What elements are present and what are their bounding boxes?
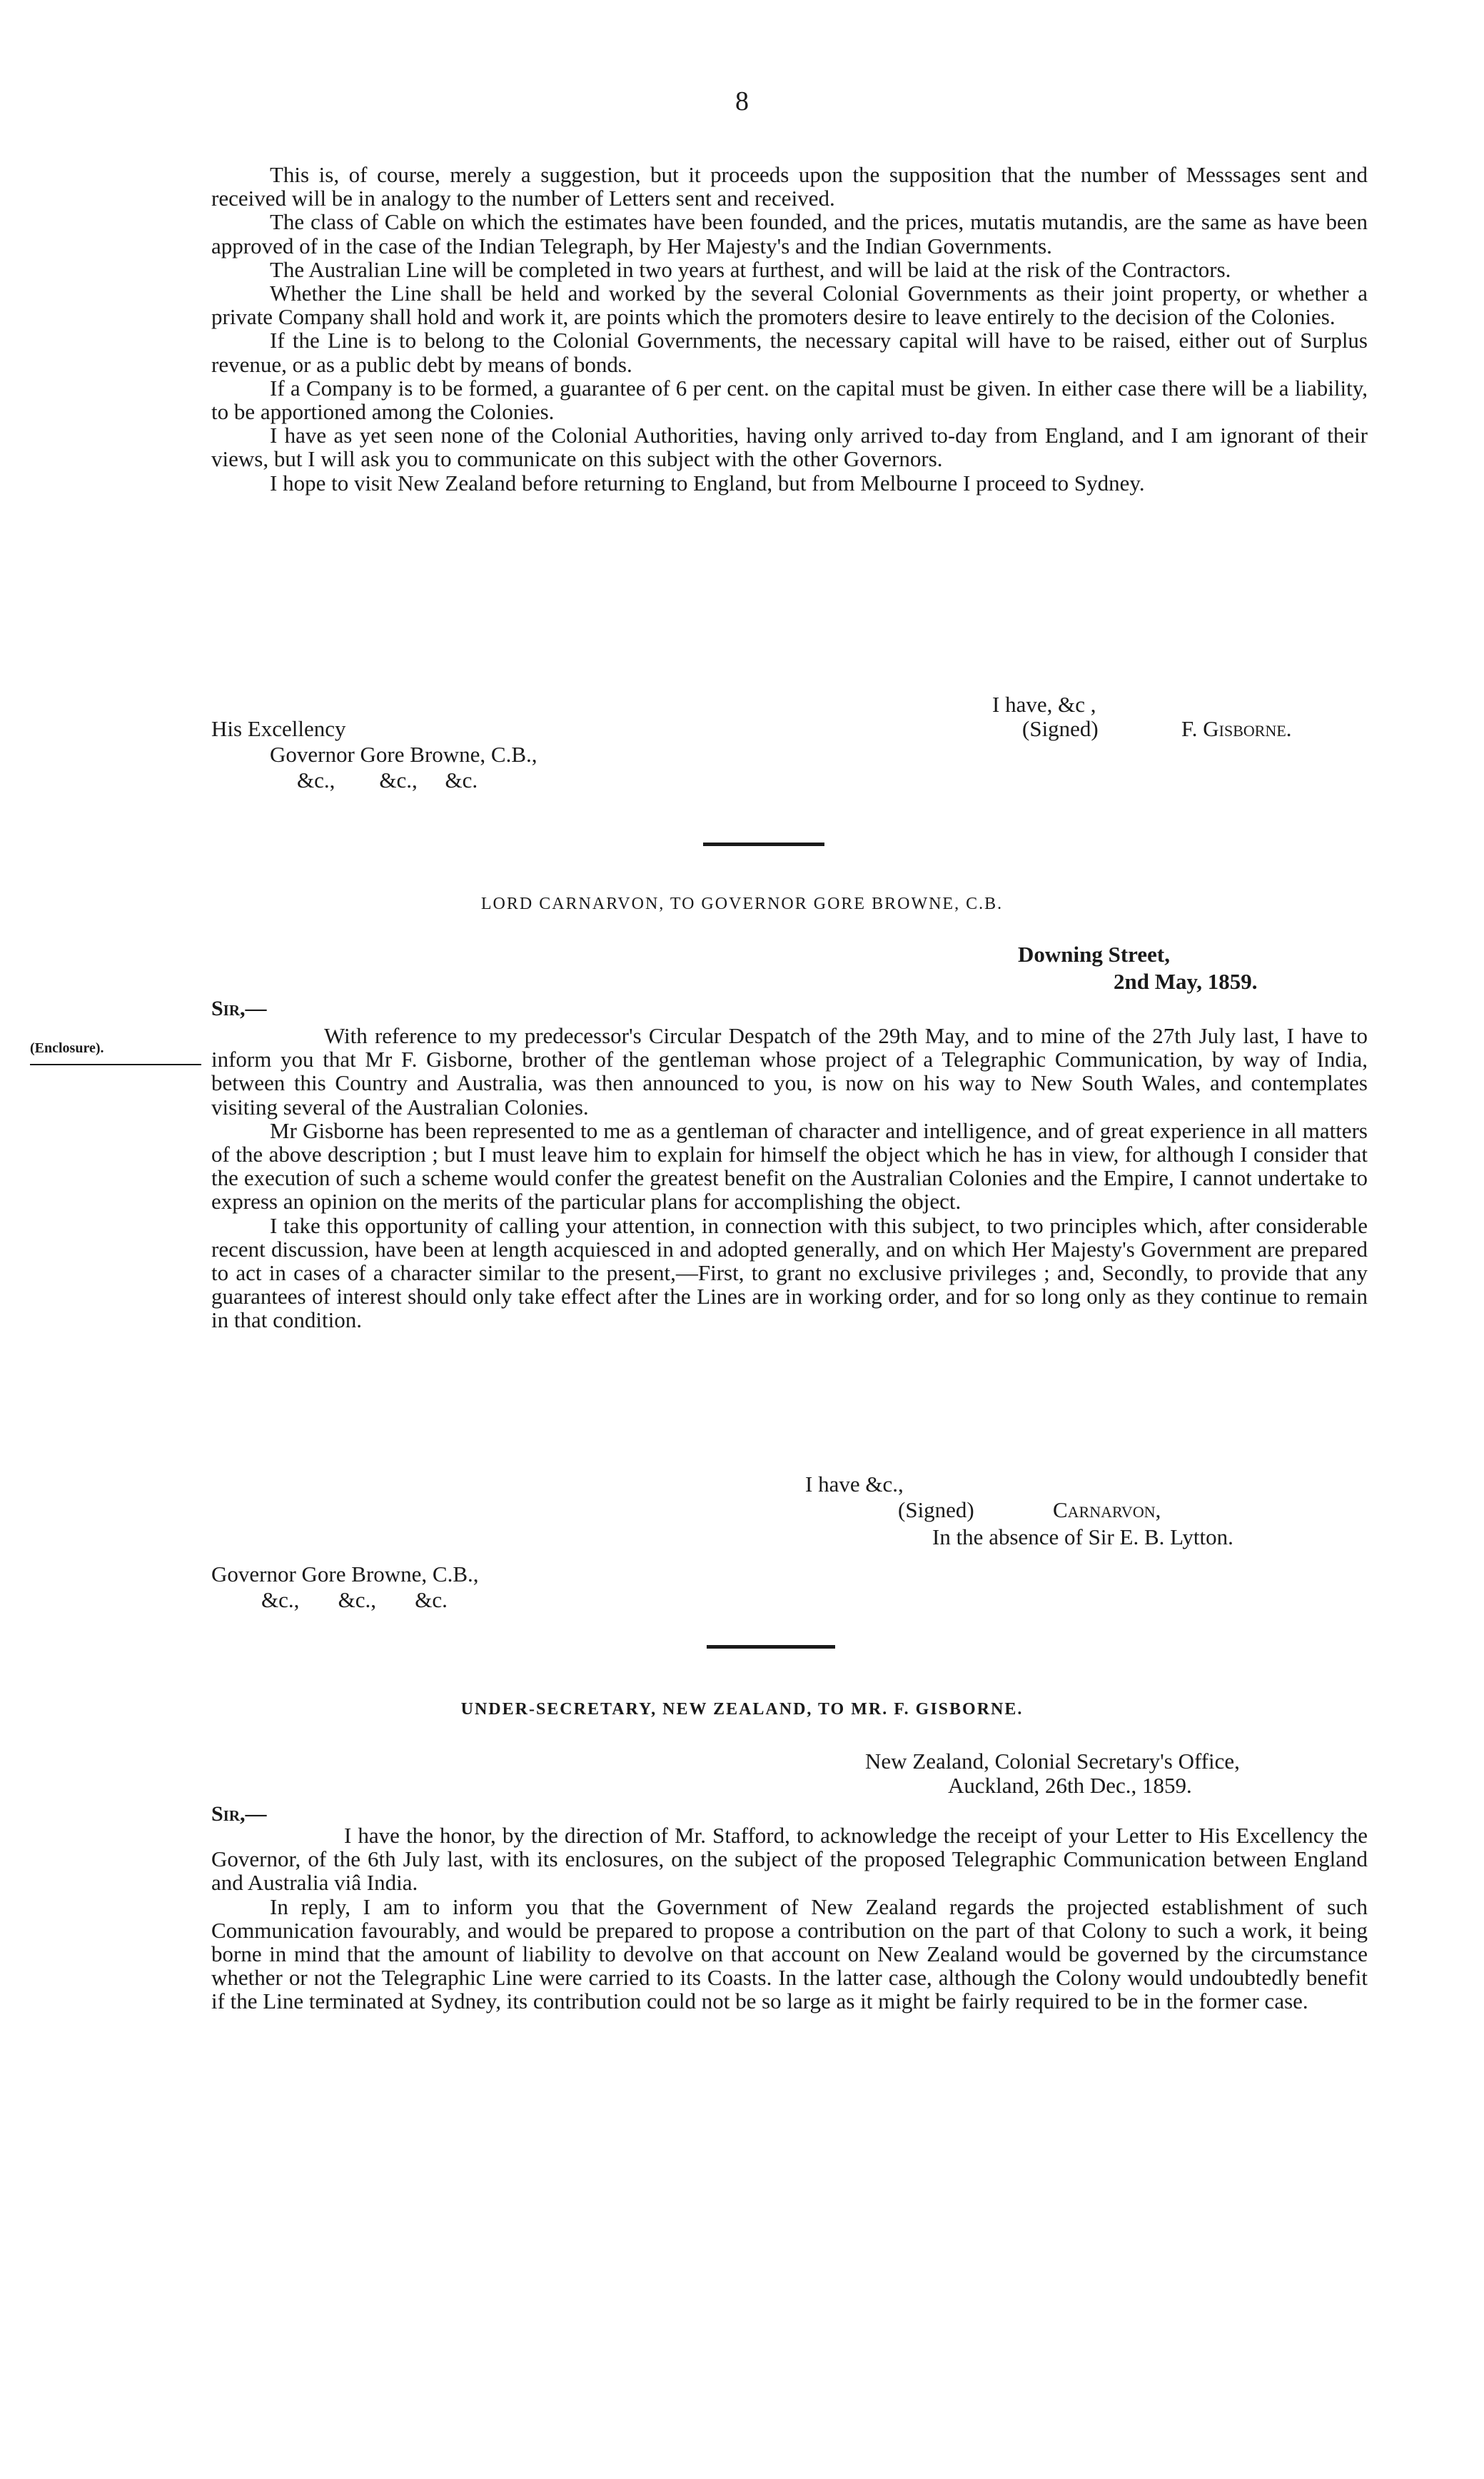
letter1-paragraph: Whether the Line shall be held and worked by the several Colonial Governments as their joint property, or whether a private Company shall hold and work it, are points which the promoters desire to leave entirely to the decision of the Colonies. xyxy=(211,281,1368,330)
page-number: 8 xyxy=(735,86,749,116)
letter1-paragraph: This is, of course, merely a suggestion, but it proceeds upon the supposition that the number of Messsages sent and received will be in analogy to the number of Letters sent and received. xyxy=(211,162,1368,211)
letter1-paragraph: I hope to visit New Zealand before returning to England, but from Melbourne I proceed to Sydney. xyxy=(270,470,1145,496)
letter3-salutation: Sir,— xyxy=(211,1802,267,1826)
letter2-addressee-line2: &c., &c., &c. xyxy=(261,1587,448,1612)
letter1-paragraph: I have as yet seen none of the Colonial Authorities, having only arrived to-day from England, and I am ignorant of their views, but I will ask you to communicate on this subject with the other Governors. xyxy=(211,423,1368,472)
letter1-addressee-line3: &c., &c., &c. xyxy=(297,768,478,793)
letter3-place: New Zealand, Colonial Secretary's Office, xyxy=(865,1749,1240,1774)
letter2-paragraph: With reference to my predecessor's Circular Despatch of the 29th May, and to mine of the 27th July last, I have to inform you that Mr F. Gisborne, brother of the gentleman whose project of a Telegraphic Communication, by way of India, between this Country and Australia, was then announced to you, is now on his way to New South Wales, and contemplates visiting several of the Australian Colonies. xyxy=(211,1023,1368,1120)
letter3-paragraph: I have the honor, by the direction of Mr. Stafford, to acknowledge the receipt of your Letter to His Excellency the Governor, of the 6th July last, with its enclosures, on the subject of the proposed Telegraphic Communication between England and Australia viâ India. xyxy=(211,1823,1368,1896)
letter3-paragraph: In reply, I am to inform you that the Government of New Zealand regards the projected establishment of such Communication favourably, and would be prepared to propose a contribution on the part of that Colony to such a work, it being borne in mind that the amount of liability to devolve on that account on New Zealand would be governed by the circumstance whether or not the Telegraphic Line were carried to its Coasts. In the latter case, although the Colony would undoubtedly benefit if the Line terminated at Sydney, its contribution could not be so large as it might be fairly required to be in the former case. xyxy=(211,1894,1368,2014)
letter1-paragraph: The Australian Line will be completed in two years at furthest, and will be laid at the risk of the Contractors. xyxy=(270,256,1231,282)
letter2-signed: (Signed) xyxy=(898,1497,974,1522)
letter1-signed: (Signed) xyxy=(1022,716,1099,741)
letter2-absence-note: In the absence of Sir E. B. Lytton. xyxy=(932,1524,1233,1549)
letter1-addressee-line1: His Excellency xyxy=(211,716,346,741)
letter2-body xyxy=(211,1024,1368,1332)
letter2-place: Downing Street, xyxy=(1018,942,1170,967)
letter3-body xyxy=(211,1824,1368,2013)
letter2-paragraph: I take this opportunity of calling your attention, in connection with this subject, to two principles which, after considerable recent discussion, have been at length acquiesced in and adopted generally, and on which Her Majesty's Government are prepared to act in cases of a character similar to the present,—First, to grant no exclusive privileges ; and, Secondly, to provide that any guarantees of interest should only take effect after the Lines are in working order, and for so long only as they continue to remain in that condition. xyxy=(211,1212,1368,1333)
letter1-signatory: F. Gisborne. xyxy=(1181,716,1292,741)
letter2-heading: LORD CARNARVON, TO GOVERNOR GORE BROWNE, C.B. xyxy=(480,895,1004,913)
letter1-paragraph: If a Company is to be formed, a guarantee of 6 per cent. on the capital must be given. In either case there will be a liability, to be apportioned among the Colonies. xyxy=(211,375,1368,425)
letter1-body xyxy=(211,163,1368,495)
margin-note-enclosure: (Enclosure). xyxy=(30,1040,104,1056)
letter2-signatory: Carnarvon, xyxy=(1053,1497,1161,1522)
letter2-paragraph: Mr Gisborne has been represented to me as a gentleman of character and intelligence, and of great experience in all matters of the above description ; but I must leave him to explain for himself the object which he has in view, for although I consider that the execution of such a scheme would confer the greatest benefit on the Australian Colonies and the Empire, I cannot undertake to express an opinion on the merits of the particular plans for accomplishing the object. xyxy=(211,1117,1368,1215)
letter2-addressee-line1: Governor Gore Browne, C.B., xyxy=(211,1562,479,1587)
letter1-paragraph: The class of Cable on which the estimates have been founded, and the prices, mutatis mutandis, are the same as have been approved of in the case of the Indian Telegraph, by Her Majesty's and the Indian Governments. xyxy=(211,209,1368,258)
letter1-closing: I have, &c , xyxy=(992,692,1096,717)
letter1-paragraph: If the Line is to belong to the Colonial Governments, the necessary capital will have to be raised, either out of Surplus revenue, or as a public debt by means of bonds. xyxy=(211,328,1368,377)
letter2-date: 2nd May, 1859. xyxy=(1114,969,1258,994)
letter2-salutation: Sir,— xyxy=(211,997,267,1020)
letter3-heading: UNDER-SECRETARY, NEW ZEALAND, TO MR. F. GISBORNE. xyxy=(460,1700,1024,1719)
letter2-closing: I have &c., xyxy=(805,1472,904,1497)
section-divider xyxy=(703,843,824,846)
letter1-addressee-line2: Governor Gore Browne, C.B., xyxy=(270,742,537,767)
letter3-date: Auckland, 26th Dec., 1859. xyxy=(948,1773,1192,1798)
section-divider xyxy=(707,1645,835,1649)
margin-note-rule xyxy=(30,1064,201,1065)
